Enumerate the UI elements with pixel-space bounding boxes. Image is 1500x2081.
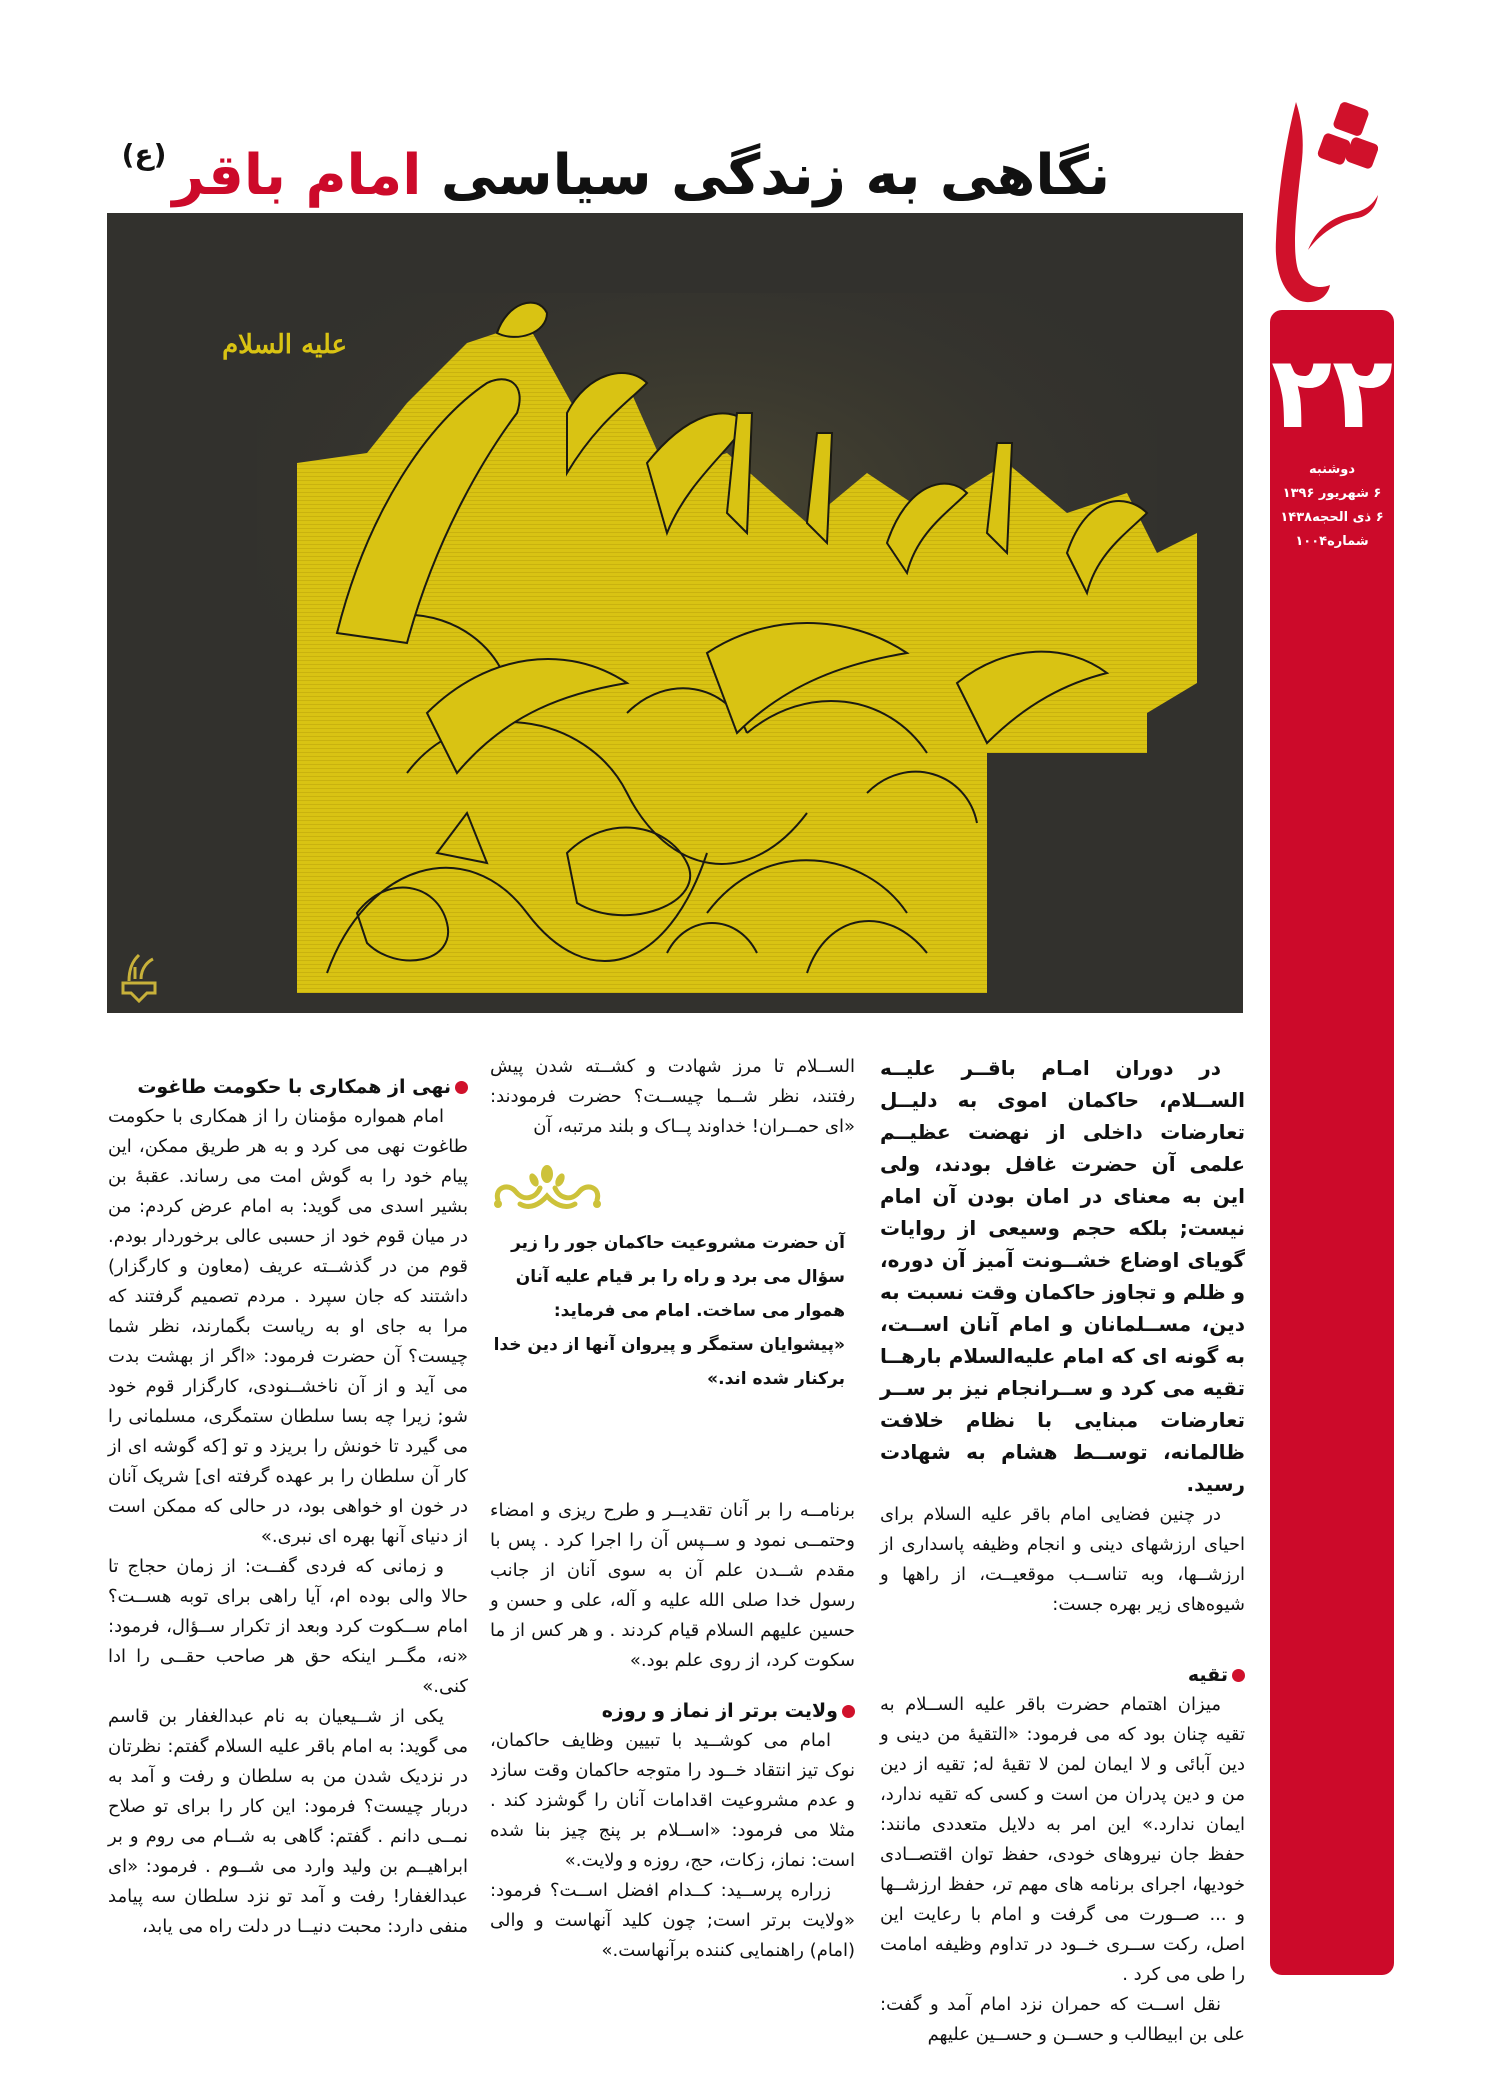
article-column-middle bbox=[490, 1052, 855, 1966]
masthead-logo bbox=[1268, 100, 1378, 305]
section-heading-taqiyya: تقیه bbox=[880, 1660, 1245, 1690]
body-paragraph: نقل اســت که حمران نزد امام آمد و گفت: علی بن ابیطالب و حســن و حســین علیهم bbox=[880, 1994, 1245, 2045]
body-paragraph: یکی از شــیعیان به نام عبدالغفار بن قاسم می گوید: به امام باقر علیه السلام گفتم: نظرتان در نزدیک شدن من به سلطان و رفت و آمد به دربار چیست؟ فرمود: این کار را برای تو صلاح نمــی دانم . گفتم: گاهی به شــام می روم و بر ابراهیــم بن ولید وارد می شــوم . فرمود: «ای عبدالغفار! رفت و آمد تو نزد سلطان سه پیامد منفی دارد: محبت دنیــا در دلت راه می یابد، bbox=[108, 1706, 468, 1937]
feature-image bbox=[107, 213, 1243, 1013]
section-heading-taghut: نهی از همکاری با حکومت طاغوت bbox=[108, 1072, 468, 1102]
section-heading-velayat: ولایت برتر از نماز و روزه bbox=[490, 1696, 855, 1726]
ornament-divider-icon bbox=[490, 1164, 605, 1212]
weekday: دوشنبه bbox=[1308, 462, 1356, 477]
title-accent: امام باقر bbox=[172, 143, 422, 208]
issue-number: شماره۱۰۰۴ bbox=[1295, 534, 1369, 549]
calligraphy-artwork bbox=[107, 213, 1243, 1013]
body-paragraph: امام می کوشــید با تبیین وظایف حاکمان، نوک تیز انتقاد خــود را متوجه حاکمان وقت سازد و عدم مشروعیت اقدامات آنان را گوشزد کند . مثلا می فرمود: «اســلام بر پنج چیز بنا شده است: نماز، زکات، حج، روزه و ولایت.» bbox=[490, 1730, 855, 1871]
red-bullet-icon bbox=[455, 1081, 468, 1094]
article-column-right bbox=[880, 1052, 1245, 2050]
lead-paragraph: در دوران امـام باقــر علیــه الســلام، حاکمان اموی به دلیــل تعارضات داخلی از نهضت عظیــم علمی آن حضرت غافل بودند، ولی این به معنای در امان بودن آن امام نیست; بلکه حجم وسیعی از روایات گویای اوضاع خشــونت آمیز آن دوره، و ظلم و تجاوز حاکمان وقت نسبت به دین، مســلمانان و امام آنان اســت، به گونه ای که امام علیه‌السلام بارهــا تقیه می کرد و ســرانجام نیز بر ســر تعارضات مبنایی با نظام خلافت ظالمانه، توســط هشام به شهادت رسید. bbox=[880, 1056, 1245, 1496]
body-paragraph: در چنین فضایی امام باقر علیه السلام برای احیای ارزشهای دینی و انجام وظیفه پاسداری از ارزشــها، وبه تناســب موقعیــت، از راهها و شیوه‌های زیر بهره جست: bbox=[880, 1504, 1245, 1615]
body-paragraph: امام همواره مؤمنان را از همکاری با حکومت طاغوت نهی می کرد و به هر طریق ممکن، این پیام خود را به گوش امت می رساند. عقبهٔ بن بشیر اسدی می گوید: به امام عرض کردم: من در میان قوم خود از حسبی عالی برخوردار بودم. قوم من در گذشــته عریف (معاون و کارگزار) داشتند که جان سپرد . مردم تصمیم گرفتند که مرا به جای او به ریاست بگمارند، نظر شما چیست؟ آن حضرت فرمود: «اگر از بهشت بدت می آید و از آن ناخشــنودی، کارگزار قوم خود شو; زیرا چه بسا سلطان ستمگری، مسلمانی را می گیرد تا خونش را بریزد و تو [که گوشه ای از کار آن سلطان را بر عهده گرفته ای] شریک آنان در خون او خواهی بود، در حالی که ممکن است از دنیای آنها بهره ای نبری.» bbox=[108, 1106, 468, 1547]
watermark-logo-icon bbox=[119, 953, 159, 1003]
page-number: ۲۲ bbox=[1270, 334, 1394, 451]
body-paragraph: برنامــه را بر آنان تقدیــر و طرح ریزی و امضاء وحتمــی نمود و ســپس آن را اجرا کرد . پس با مقدم شــدن علم آن به سوی آنان از جانب رسول خدا صلی الله علیه و آله، علی و حسن و حسین علیهم السلام قیام کردند . و هر کس از ما سکوت کرد، از روی علم بود.» bbox=[490, 1500, 855, 1671]
logo-shin-icon bbox=[1268, 100, 1378, 305]
body-paragraph: زراره پرســید: کــدام افضل اســت؟ فرمود: «ولایت برتر است; چون کلید آنهاست و والی (امام) راهنمایی کننده برآنهاست.» bbox=[490, 1880, 855, 1961]
article-column-left bbox=[108, 1052, 468, 1942]
calligraphy-salutation: علیه السلام bbox=[222, 330, 347, 360]
date-lunar: ۶ ذی الحجه۱۴۳۸ bbox=[1280, 510, 1384, 525]
title-main: نگاهی به زندگی سیاسی bbox=[440, 143, 1110, 208]
sidebar-date-panel bbox=[1270, 310, 1394, 1975]
pull-quote: آن حضرت مشروعیت حاکمان جور را زیر سؤال می برد و راه را بر قیام علیه آنان هموار می ساخت. امام می فرماید: «پیشوایان ستمگر و پیروان آنها از دین خدا برکنار شده اند.» bbox=[493, 1233, 845, 1389]
date-solar: ۶ شهریور ۱۳۹۶ bbox=[1282, 486, 1382, 501]
title-honorific: (ع) bbox=[121, 138, 167, 171]
red-bullet-icon bbox=[842, 1705, 855, 1718]
red-bullet-icon bbox=[1232, 1669, 1245, 1682]
body-paragraph: و زمانی که فردی گفــت: از زمان حجاج تا حالا والی بوده ام، آیا راهی برای توبه هســت؟ امام ســکوت کرد وبعد از تکرار ســؤال، فرمود: «نه، مگــر اینکه حق هر صاحب حقــی را ادا کنی.» bbox=[108, 1556, 468, 1697]
body-paragraph: الســلام تا مرز شهادت و کشــته شدن پیش رفتند، نظر شــما چیســت؟ حضرت فرمودند: «ای حمــران! خداوند پــاک و بلند مرتبه، آن bbox=[490, 1056, 855, 1137]
page-title bbox=[121, 110, 1110, 208]
issue-meta bbox=[1270, 458, 1394, 554]
body-paragraph: میزان اهتمام حضرت باقر علیه الســلام به تقیه چنان بود که می فرمود: «التقیهٔ من دینی و دین آبائی و لا ایمان لمن لا تقیهٔ له; تقیه از دین من و دین پدران من است و کسی که تقیه ندارد، ایمان ندارد.» این امر به دلایل متعددی مانند: حفظ جان نیروهای خودی، حفظ توان اقتصــادی خودیها، اجرای برنامه های مهم تر، حفظ ارزشــها و ... صــورت می گرفت و امام با رعایت این اصل، رکت ســری خــود در تداوم وظیفه امامت را طی می کرد . bbox=[880, 1694, 1245, 1985]
